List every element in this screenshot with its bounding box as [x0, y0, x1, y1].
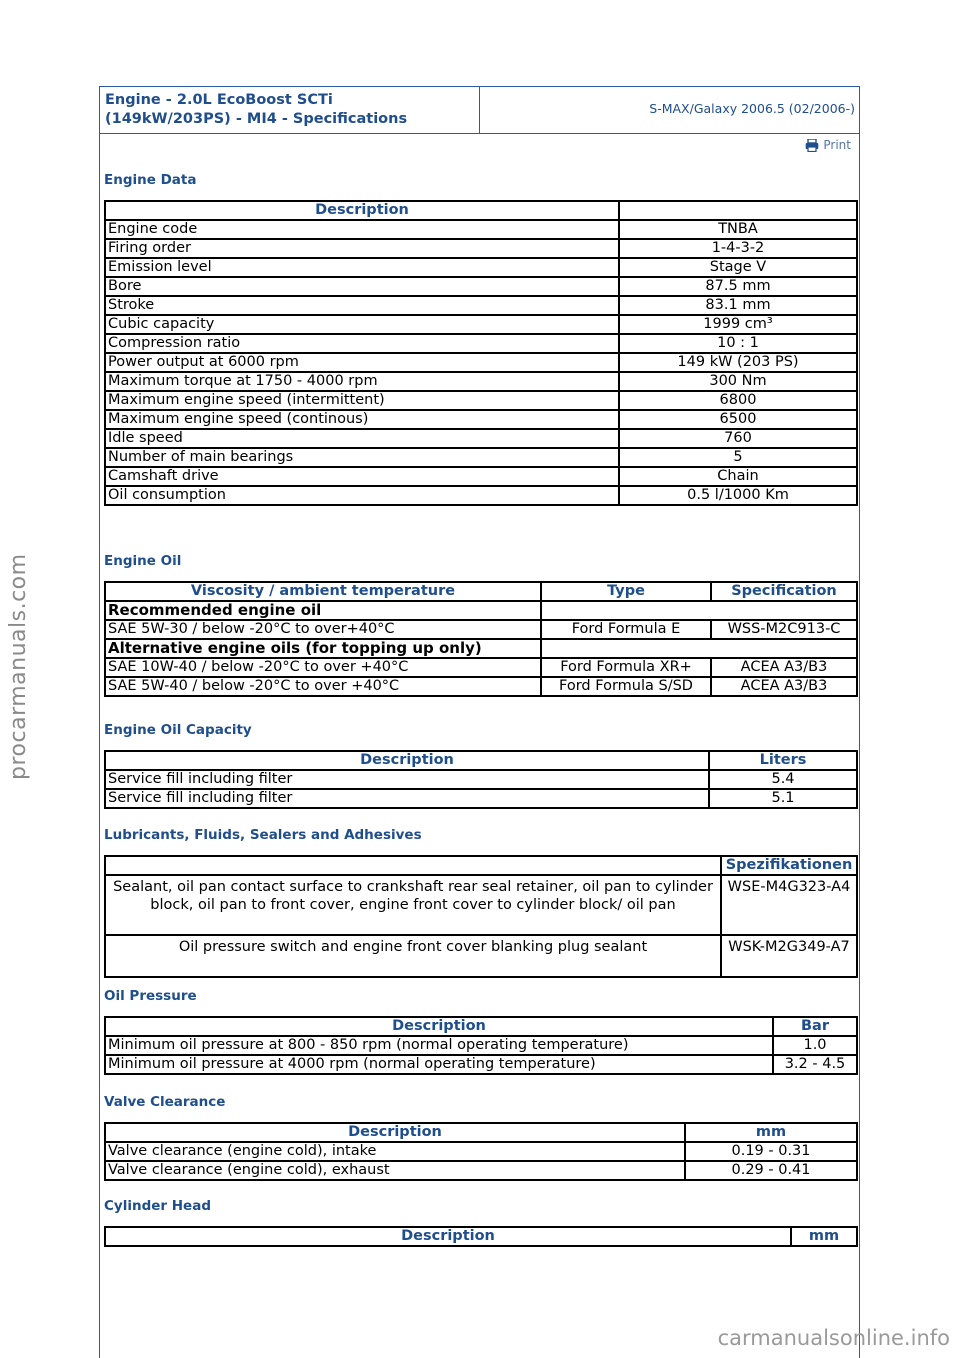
- table-cell: Camshaft drive: [105, 467, 619, 486]
- table-row: [105, 1055, 857, 1074]
- section-oil-capacity: Engine Oil Capacity: [104, 722, 252, 738]
- section-cylinder-head: Cylinder Head: [104, 1198, 211, 1214]
- table-cell: SAE 5W-30 / below -20°C to over+40°C: [105, 620, 541, 639]
- table-header-row: [105, 751, 857, 770]
- section-engine-data: Engine Data: [104, 172, 197, 188]
- column-header-empty: [105, 856, 721, 875]
- table-row: [105, 789, 857, 808]
- table-row: [105, 677, 857, 696]
- table-cell: 10 : 1: [619, 334, 857, 353]
- column-header-bar: Bar: [773, 1017, 857, 1036]
- alternative-oil-label: Alternative engine oils (for topping up only): [105, 639, 541, 658]
- table-row: [105, 639, 857, 658]
- engine-data-table: [104, 200, 858, 506]
- table-cell: 5.1: [709, 789, 857, 808]
- table-row: [105, 770, 857, 789]
- table-row: [105, 875, 857, 935]
- table-cell: Service fill including filter: [105, 789, 709, 808]
- table-cell: ACEA A3/B3: [711, 677, 857, 696]
- table-row: [105, 239, 857, 258]
- table-header-row: [105, 582, 857, 601]
- table-cell: 83.1 mm: [619, 296, 857, 315]
- section-engine-oil: Engine Oil: [104, 553, 182, 569]
- table-cell: Power output at 6000 rpm: [105, 353, 619, 372]
- table-cell: 6500: [619, 410, 857, 429]
- column-header-liters: Liters: [709, 751, 857, 770]
- valve-clearance-table: [104, 1122, 858, 1181]
- table-row: [105, 448, 857, 467]
- table-row: [105, 258, 857, 277]
- table-cell: 5.4: [709, 770, 857, 789]
- printer-icon: [805, 139, 819, 152]
- table-cell: WSK-M2G349-A7: [721, 935, 857, 977]
- table-cell: WSE-M4G323-A4: [721, 875, 857, 935]
- table-header-row: [105, 856, 857, 875]
- table-cell: Minimum oil pressure at 4000 rpm (normal operating temperature): [105, 1055, 773, 1074]
- table-cell-empty: [541, 601, 857, 620]
- table-row: [105, 935, 857, 977]
- table-cell: Service fill including filter: [105, 770, 709, 789]
- recommended-oil-label: Recommended engine oil: [105, 601, 541, 620]
- table-row: [105, 467, 857, 486]
- oil-pressure-table: [104, 1016, 858, 1075]
- table-cell: 87.5 mm: [619, 277, 857, 296]
- table-row: [105, 220, 857, 239]
- table-cell: ACEA A3/B3: [711, 658, 857, 677]
- bottom-watermark: carmanualsonline.info: [717, 1326, 950, 1350]
- table-cell: Engine code: [105, 220, 619, 239]
- lubricants-table: [104, 855, 858, 978]
- table-cell: Emission level: [105, 258, 619, 277]
- engine-oil-table: [104, 581, 858, 697]
- table-cell: Maximum torque at 1750 - 4000 rpm: [105, 372, 619, 391]
- table-row: [105, 658, 857, 677]
- table-cell: Oil consumption: [105, 486, 619, 505]
- table-cell: 1999 cm³: [619, 315, 857, 334]
- oil-capacity-table: [104, 750, 858, 809]
- table-cell: 760: [619, 429, 857, 448]
- document-title: [100, 87, 480, 133]
- table-cell: Minimum oil pressure at 800 - 850 rpm (normal operating temperature): [105, 1036, 773, 1055]
- table-row: [105, 391, 857, 410]
- column-header-viscosity: Viscosity / ambient temperature: [105, 582, 541, 601]
- table-row: [105, 315, 857, 334]
- table-header-row: [105, 1227, 857, 1246]
- column-header-specification: Specification: [711, 582, 857, 601]
- column-header-description: Description: [105, 751, 709, 770]
- table-row: [105, 1161, 857, 1180]
- print-button[interactable]: [805, 138, 851, 152]
- table-cell: 0.29 - 0.41: [685, 1161, 857, 1180]
- table-cell: Oil pressure switch and engine front cover blanking plug sealant: [105, 935, 721, 977]
- table-cell: Chain: [619, 467, 857, 486]
- table-cell: 300 Nm: [619, 372, 857, 391]
- table-header-row: [105, 1017, 857, 1036]
- column-header-description: Description: [105, 1017, 773, 1036]
- table-cell: TNBA: [619, 220, 857, 239]
- table-cell: Ford Formula XR+: [541, 658, 711, 677]
- table-cell: Number of main bearings: [105, 448, 619, 467]
- column-header-mm: mm: [685, 1123, 857, 1142]
- table-header-row: [105, 201, 857, 220]
- table-row: [105, 372, 857, 391]
- cylinder-head-table: [104, 1226, 858, 1247]
- table-cell: 0.19 - 0.31: [685, 1142, 857, 1161]
- table-cell: Ford Formula E: [541, 620, 711, 639]
- document-header: [99, 86, 860, 134]
- table-cell: Stroke: [105, 296, 619, 315]
- print-label: Print: [823, 138, 851, 152]
- table-cell: WSS-M2C913-C: [711, 620, 857, 639]
- table-cell: 5: [619, 448, 857, 467]
- table-row: [105, 1036, 857, 1055]
- table-row: [105, 410, 857, 429]
- table-cell: Valve clearance (engine cold), exhaust: [105, 1161, 685, 1180]
- table-cell: Idle speed: [105, 429, 619, 448]
- column-header-type: Type: [541, 582, 711, 601]
- table-cell: Sealant, oil pan contact surface to crankshaft rear seal retainer, oil pan to cylinder block, oil pan to front cover, engine front cover to cylinder block/ oil pan: [105, 875, 721, 935]
- column-header-mm: mm: [791, 1227, 857, 1246]
- table-cell: SAE 10W-40 / below -20°C to over +40°C: [105, 658, 541, 677]
- column-header-description: Description: [105, 201, 619, 220]
- section-oil-pressure: Oil Pressure: [104, 988, 197, 1004]
- table-row: [105, 277, 857, 296]
- side-watermark: procarmanuals.com: [6, 553, 31, 780]
- title-line-2: (149kW/203PS) - MI4 - Specifications: [105, 111, 408, 127]
- table-cell: Firing order: [105, 239, 619, 258]
- table-cell: Stage V: [619, 258, 857, 277]
- table-row: [105, 334, 857, 353]
- column-header-description: Description: [105, 1123, 685, 1142]
- section-lubricants: Lubricants, Fluids, Sealers and Adhesives: [104, 827, 422, 843]
- column-header-empty: [619, 201, 857, 220]
- table-cell: 6800: [619, 391, 857, 410]
- table-cell: 3.2 - 4.5: [773, 1055, 857, 1074]
- table-cell-empty: [541, 639, 857, 658]
- vehicle-label: S-MAX/Galaxy 2006.5 (02/2006-): [649, 101, 855, 116]
- table-cell: Maximum engine speed (intermittent): [105, 391, 619, 410]
- table-header-row: [105, 1123, 857, 1142]
- table-cell: Compression ratio: [105, 334, 619, 353]
- table-cell: 0.5 l/1000 Km: [619, 486, 857, 505]
- table-cell: Cubic capacity: [105, 315, 619, 334]
- table-cell: Bore: [105, 277, 619, 296]
- column-header-description: Description: [105, 1227, 791, 1246]
- table-cell: 1-4-3-2: [619, 239, 857, 258]
- table-row: [105, 601, 857, 620]
- table-row: [105, 296, 857, 315]
- table-cell: Ford Formula S/SD: [541, 677, 711, 696]
- table-cell: Valve clearance (engine cold), intake: [105, 1142, 685, 1161]
- table-row: [105, 1142, 857, 1161]
- table-row: [105, 486, 857, 505]
- table-cell: 1.0: [773, 1036, 857, 1055]
- table-cell: SAE 5W-40 / below -20°C to over +40°C: [105, 677, 541, 696]
- table-cell: Maximum engine speed (continous): [105, 410, 619, 429]
- title-line-1: Engine - 2.0L EcoBoost SCTi: [105, 92, 333, 108]
- table-cell: 149 kW (203 PS): [619, 353, 857, 372]
- column-header-specifications: Spezifikationen: [721, 856, 857, 875]
- table-row: [105, 620, 857, 639]
- table-row: [105, 353, 857, 372]
- table-row: [105, 429, 857, 448]
- section-valve-clearance: Valve Clearance: [104, 1094, 226, 1110]
